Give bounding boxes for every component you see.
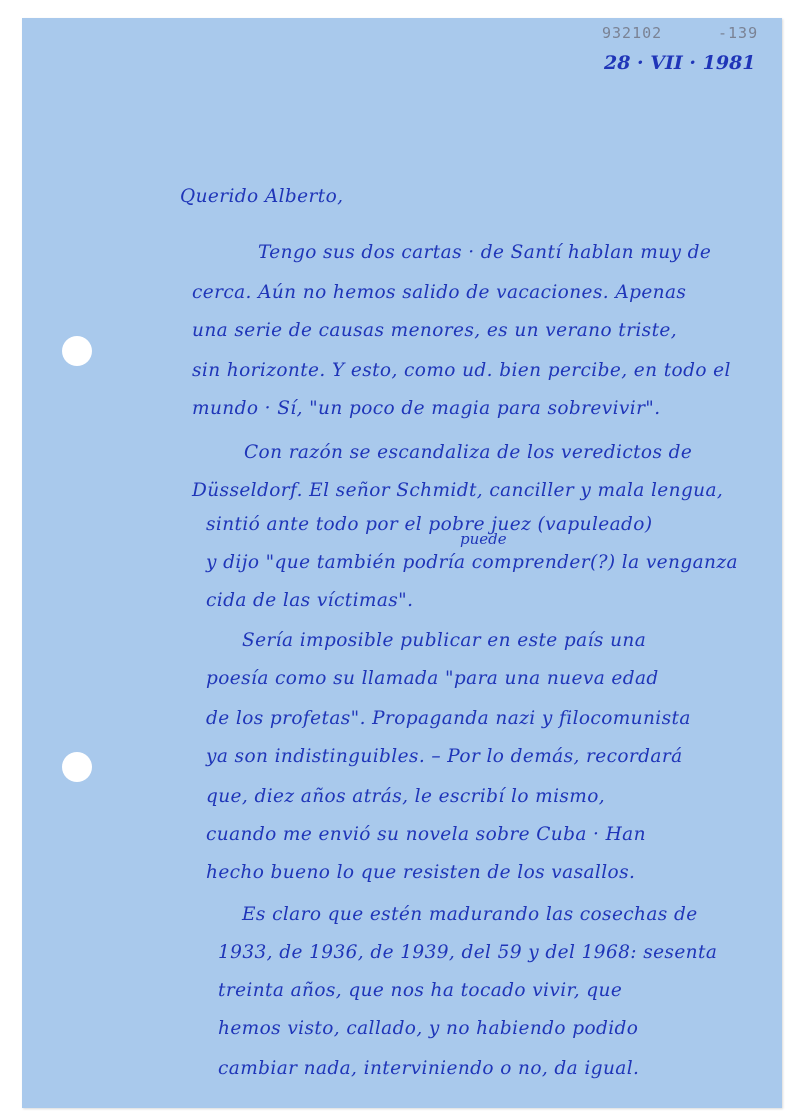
page-number: -139 [718,24,759,42]
inserted-word: puede [460,530,507,548]
letter-line-8: sintió ante todo por el pobre juez (vapuleado) [206,514,653,535]
punch-hole-top [62,336,92,366]
letter-line-14: ya son indistinguibles. – Por lo demás, recordará [206,746,683,767]
letter-line-12: poesía como su llamada "para una nueva edad [206,668,659,689]
letter-line-6: Con razón se escandaliza de los veredictos de [244,442,693,463]
letter-line-20: treinta años, que nos ha tocado vivir, que [218,980,623,1001]
letter-line-1: Tengo sus dos cartas · de Santí hablan muy de [258,242,712,263]
letter-date: 28 · VII · 1981 [604,52,756,74]
archive-number: 932102 [602,24,663,42]
punch-hole-bottom [62,752,92,782]
letter-line-13: de los profetas". Propaganda nazi y filocomunista [206,708,691,729]
letter-line-4: sin horizonte. Y esto, como ud. bien percibe, en todo el [192,360,731,381]
letter-line-2: cerca. Aún no hemos salido de vacaciones. Apenas [192,282,687,303]
letter-line-21: hemos visto, callado, y no habiendo podido [218,1018,639,1039]
letter-line-18: Es claro que estén madurando las cosechas de [242,904,698,925]
letter-line-16: cuando me envió su novela sobre Cuba · Han [206,824,646,845]
letter-line-5: mundo · Sí, "un poco de magia para sobrevivir". [192,398,661,419]
letter-line-19: 1933, de 1936, de 1939, del 59 y del 1968: sesenta [218,942,718,963]
letter-line-7: Düsseldorf. El señor Schmidt, canciller y mala lengua, [192,480,724,501]
letter-line-9: y dijo "que también podría comprender(?) la venganza [206,552,738,573]
letter-line-3: una serie de causas menores, es un verano triste, [192,320,678,341]
salutation: Querido Alberto, [180,186,344,207]
letter-line-17: hecho bueno lo que resisten de los vasallos. [206,862,636,883]
letter-line-15: que, diez años atrás, le escribí lo mismo, [206,786,606,807]
letter-line-11: Sería imposible publicar en este país una [242,630,647,651]
letter-sheet [22,18,782,1108]
letter-line-22: cambiar nada, interviniendo o no, da igual. [218,1058,640,1079]
letter-line-10: cida de las víctimas". [206,590,414,611]
